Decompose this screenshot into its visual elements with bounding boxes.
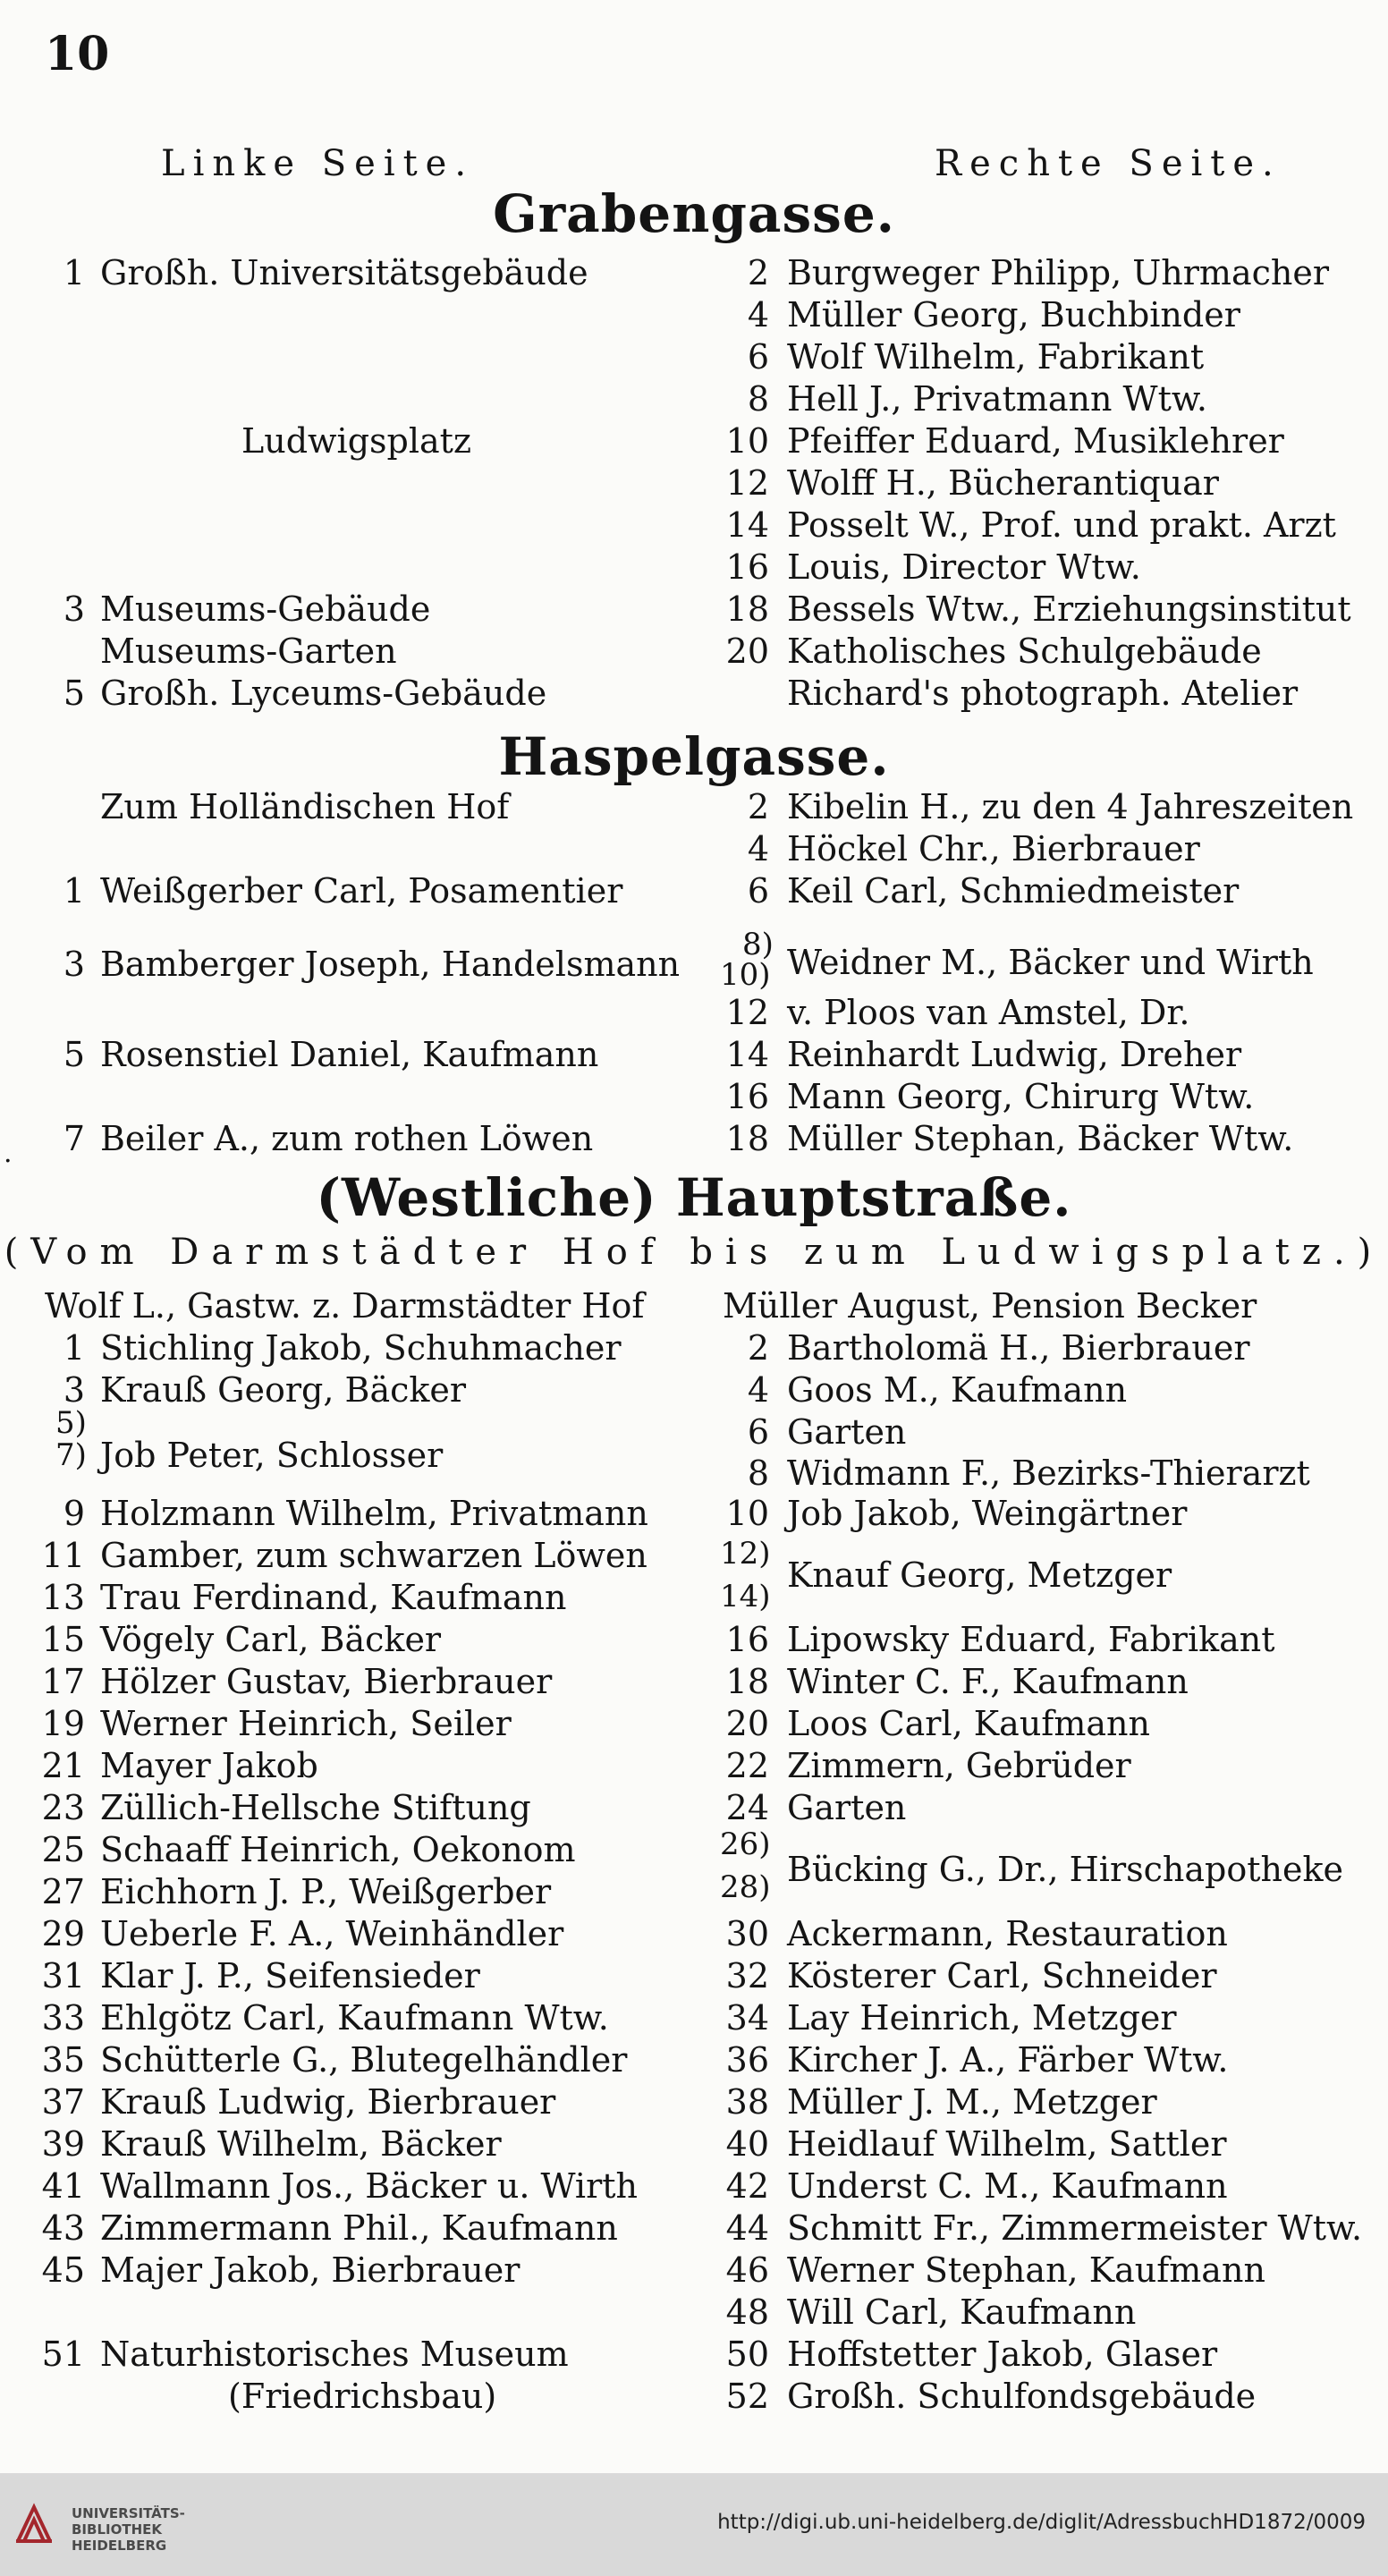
house-number: 16 [725,547,769,587]
entry-name: Wolf L., Gastw. z. Darmstädter Hof [45,1286,645,1326]
entry-name: Heidlauf Wilhelm, Sattler [787,2124,1227,2164]
house-number: 30 [725,1914,769,1953]
list-row [0,993,1388,1034]
entry-name: Zimmermann Phil., Kaufmann [100,2208,618,2248]
list-row [0,1370,1388,1411]
entry-name: Mayer Jakob [100,1746,318,1785]
house-number: 46 [725,2250,769,2290]
entry-name: Burgweger Philipp, Uhrmacher [787,253,1330,292]
entry-name: Lipowsky Eduard, Fabrikant [787,1620,1275,1659]
list-row [0,421,1388,462]
list-row [0,2166,1388,2207]
entry-name: Hoffstetter Jakob, Glaser [787,2334,1218,2374]
house-number: 10 [725,1494,769,1533]
house-number: 1 [63,1328,85,1368]
house-number: 11 [41,1536,85,1575]
house-number: 31 [41,1956,85,1996]
entry-name: Lay Heinrich, Metzger [787,1998,1177,2038]
entry-name: Wallmann Jos., Bäcker u. Wirth [100,2166,638,2206]
page-number: 10 [45,27,110,81]
entry-name: Stichling Jakob, Schuhmacher [100,1328,622,1368]
entry-name: Mann Georg, Chirurg Wtw. [787,1077,1255,1116]
entry-name: Trau Ferdinand, Kaufmann [100,1578,567,1617]
entry-name: Beiler A., zum rothen Löwen [100,1119,594,1158]
list-row [0,1494,1388,1535]
house-number: 35 [41,2040,85,2080]
house-number: 14 [725,505,769,545]
house-number: 6 [747,1412,769,1452]
entry-name: Reinhardt Ludwig, Dreher [787,1035,1242,1074]
house-number: 18 [725,1119,769,1158]
house-number: 3 [63,589,85,629]
entry-name: Naturhistorisches Museum [100,2334,569,2374]
entry-name: Kibelin H., zu den 4 Jahreszeiten [787,787,1354,826]
house-number: 15 [41,1620,85,1659]
list-row [0,2040,1388,2081]
list-row [0,2334,1388,2376]
house-number: 29 [41,1914,85,1953]
entry-name: Gamber, zum schwarzen Löwen [100,1536,647,1575]
house-number: 4 [747,829,769,869]
house-number: 8 [747,379,769,419]
entry-name: Müller Georg, Buchbinder [787,295,1240,335]
house-number: 5 [63,674,85,713]
entry-name: Museums-Gebäude [100,589,431,629]
house-number: 32 [725,1956,769,1996]
entry-name: Krauß Georg, Bäcker [100,1370,467,1410]
house-number: 12 [725,993,769,1032]
list-row [0,1788,1388,1829]
list-row [0,787,1388,828]
list-row [0,2292,1388,2334]
list-row [0,1119,1388,1160]
entry-name: Holzmann Wilhelm, Privatmann [100,1494,648,1533]
house-number: 36 [725,2040,769,2080]
section-title-hauptstrasse: (Westliche) Hauptstraße. [316,1167,1072,1228]
house-number: 51 [41,2334,85,2374]
house-number: 48 [725,2292,769,2332]
house-number: 45 [41,2250,85,2290]
entry-name: Schaaff Heinrich, Oekonom [100,1830,576,1869]
list-row [0,2082,1388,2123]
entry-name: Großh. Universitätsgebäude [100,253,588,292]
right-side-header: Rechte Seite. [935,143,1282,184]
house-number: 18 [725,589,769,629]
entry-name: Underst C. M., Kaufmann [787,2166,1228,2206]
house-number: 39 [41,2124,85,2164]
entry-name: Müller August, Pension Becker [723,1286,1257,1326]
house-number: 2 [747,253,769,292]
list-row [0,379,1388,420]
list-row [0,463,1388,504]
entry-name: Ackermann, Restauration [787,1914,1228,1953]
list-row [0,1956,1388,1997]
section-subtitle-hauptstrasse: (Vom Darmstädter Hof bis zum Ludwigsplatz.) [4,1232,1384,1273]
house-number: 25 [41,1830,85,1869]
house-number: 6 [747,871,769,911]
list-row [0,1620,1388,1661]
house-number: 42 [725,2166,769,2206]
entry-name: Hell J., Privatmann Wtw. [787,379,1207,419]
entry-name: Ueberle F. A., Weinhändler [100,1914,564,1953]
house-number: 14 [725,1035,769,1074]
entry-name: Pfeiffer Eduard, Musiklehrer [787,421,1284,461]
entry-name: Wolf Wilhelm, Fabrikant [787,337,1205,377]
list-row [0,295,1388,336]
list-row [0,829,1388,870]
house-number: 24 [725,1788,769,1827]
entry-name: Majer Jakob, Bierbrauer [100,2250,520,2290]
list-row [0,589,1388,631]
house-number: 19 [41,1704,85,1743]
entry-name: Keil Carl, Schmiedmeister [787,871,1240,911]
list-row [0,674,1388,715]
house-number: 16 [725,1620,769,1659]
logo-line: HEIDELBERG [72,2538,167,2554]
entry-name: Werner Stephan, Kaufmann [787,2250,1265,2290]
house-number: 23 [41,1788,85,1827]
entry-name: Ehlgötz Carl, Kaufmann Wtw. [100,1998,609,2038]
list-row [0,1704,1388,1745]
university-library-logo-icon [13,2500,55,2546]
footer-bar [0,2473,1388,2576]
entry-name: Hölzer Gustav, Bierbrauer [100,1662,553,1701]
entry-name: Kircher J. A., Färber Wtw. [787,2040,1229,2080]
house-number: 50 [725,2334,769,2374]
house-number-pair-top: 5) [55,1405,87,1441]
house-number-pair-bottom: 10) [720,957,771,993]
list-row [0,547,1388,589]
house-number: 20 [725,631,769,671]
house-number: 7 [63,1119,85,1158]
list-row [0,1914,1388,1955]
list-row [0,253,1388,294]
house-number: 5 [63,1035,85,1074]
list-row [0,1328,1388,1369]
entry-name: Will Carl, Kaufmann [787,2292,1137,2332]
entry-name: Job Peter, Schlosser [100,1436,444,1475]
house-number: 4 [747,1370,769,1410]
section-title-grabengasse: Grabengasse. [493,183,895,244]
house-number-pair-bottom: 7) [55,1437,87,1473]
house-number: 12 [725,463,769,503]
entry-name: Zimmern, Gebrüder [787,1746,1131,1785]
house-number: 43 [41,2208,85,2248]
house-number-pair-bottom: 28) [720,1869,771,1905]
house-number: 18 [725,1662,769,1701]
entry-name: Rosenstiel Daniel, Kaufmann [100,1035,599,1074]
entry-name: Widmann F., Bezirks-Thierarzt [787,1453,1310,1493]
list-row [0,1286,1388,1327]
house-number: 4 [747,295,769,335]
entry-name: Weidner M., Bäcker und Wirth [787,943,1314,982]
list-row [0,871,1388,912]
left-side-header: Linke Seite. [161,143,475,184]
entry-name: Höckel Chr., Bierbrauer [787,829,1200,869]
section-title-haspelgasse: Haspelgasse. [498,726,890,787]
entry-name: (Friedrichsbau) [228,2377,497,2416]
entry-name: Großh. Schulfondsgebäude [787,2377,1257,2416]
entry-name: Schmitt Fr., Zimmermeister Wtw. [787,2208,1363,2248]
house-number: 16 [725,1077,769,1116]
list-row [0,2377,1388,2418]
entry-name: Kösterer Carl, Schneider [787,1956,1217,1996]
entry-name: Müller J. M., Metzger [787,2082,1157,2122]
house-number: 22 [725,1746,769,1785]
logo-line: BIBLIOTHEK [72,2521,162,2538]
entry-name: Vögely Carl, Bäcker [100,1620,442,1659]
house-number-pair-top: 8) [742,927,774,962]
entry-name: Ludwigsplatz [241,421,471,461]
margin-mark: . [4,1138,13,1169]
house-number: 10 [725,421,769,461]
list-row [0,337,1388,378]
house-number: 9 [63,1494,85,1533]
house-number: 40 [725,2124,769,2164]
house-number: 20 [725,1704,769,1743]
entry-name: Loos Carl, Kaufmann [787,1704,1150,1743]
house-number-pair-top: 12) [720,1536,771,1572]
house-number-pair-bottom: 14) [720,1579,771,1614]
entry-name: Züllich-Hellsche Stiftung [100,1788,531,1827]
entry-name: Bessels Wtw., Erziehungsinstitut [787,589,1351,629]
library-logo-text [72,2505,185,2554]
entry-name: Winter C. F., Kaufmann [787,1662,1189,1701]
house-number: 44 [725,2208,769,2248]
list-row [0,1077,1388,1118]
list-row [0,1998,1388,2039]
list-row [0,2250,1388,2292]
house-number: 52 [725,2377,769,2416]
entry-name: Krauß Ludwig, Bierbrauer [100,2082,556,2122]
house-number: 13 [41,1578,85,1617]
list-row [0,1662,1388,1703]
house-number: 37 [41,2082,85,2122]
house-number: 41 [41,2166,85,2206]
house-number: 17 [41,1662,85,1701]
house-number: 6 [747,337,769,377]
entry-name: Wolff H., Bücherantiquar [787,463,1219,503]
logo-line: UNIVERSITÄTS- [72,2505,185,2521]
list-row [0,2124,1388,2165]
entry-name: v. Ploos van Amstel, Dr. [787,993,1190,1032]
source-url-link[interactable]: http://digi.ub.uni-heidelberg.de/diglit/AdressbuchHD1872/0009 [717,2511,1366,2534]
entry-name: Richard's photograph. Atelier [787,674,1299,713]
house-number: 38 [725,2082,769,2122]
house-number-pair-top: 26) [720,1826,771,1862]
entry-name: Garten [787,1788,907,1827]
house-number: 1 [63,871,85,911]
house-number: 34 [725,1998,769,2038]
house-number: 2 [747,1328,769,1368]
entry-name: Knauf Georg, Metzger [787,1555,1172,1595]
entry-name: Krauß Wilhelm, Bäcker [100,2124,502,2164]
list-row [0,1578,1388,1619]
list-row [0,2208,1388,2250]
list-row [0,1746,1388,1787]
entry-name: Eichhorn J. P., Weißgerber [100,1872,552,1911]
entry-name: Louis, Director Wtw. [787,547,1141,587]
entry-name: Katholisches Schulgebäude [787,631,1262,671]
house-number: 21 [41,1746,85,1785]
house-number: 27 [41,1872,85,1911]
house-number: 3 [63,945,85,984]
entry-name: Job Jakob, Weingärtner [787,1494,1188,1533]
entry-name: Weißgerber Carl, Posamentier [100,871,623,911]
entry-name: Posselt W., Prof. und prakt. Arzt [787,505,1336,545]
list-row [0,1405,1388,1494]
entry-name: Museums-Garten [100,631,397,671]
entry-name: Goos M., Kaufmann [787,1370,1128,1410]
entry-name: Großh. Lyceums-Gebäude [100,674,547,713]
list-row [0,631,1388,673]
house-number: 1 [63,253,85,292]
entry-name: Werner Heinrich, Seiler [100,1704,512,1743]
entry-name: Müller Stephan, Bäcker Wtw. [787,1119,1294,1158]
list-row [0,1035,1388,1076]
entry-name: Garten [787,1412,907,1452]
entry-name: Bamberger Joseph, Handelsmann [100,945,681,984]
entry-name: Bartholomä H., Bierbrauer [787,1328,1250,1368]
house-number: 2 [747,787,769,826]
house-number: 33 [41,1998,85,2038]
entry-name: Schütterle G., Blutegelhändler [100,2040,628,2080]
entry-name: Zum Holländischen Hof [100,787,510,826]
house-number: 8 [747,1453,769,1493]
entry-name: Klar J. P., Seifensieder [100,1956,480,1996]
list-row [0,505,1388,547]
entry-name: Bücking G., Dr., Hirschapotheke [787,1850,1343,1889]
list-row [0,927,1388,993]
house-number: 3 [63,1370,85,1410]
